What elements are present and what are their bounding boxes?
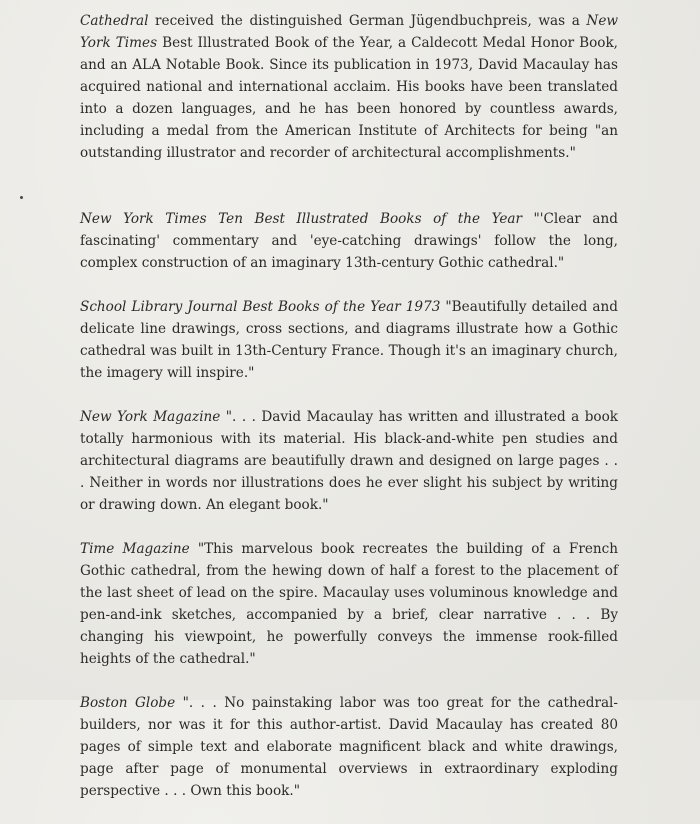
review-quote: "Beautifully detailed and delicate line drawings, cross sections, and diagrams illustrate how a Gothic cathedral was built in 13th-Century France. Though it's an imaginary church, the imagery will inspire." bbox=[80, 299, 618, 381]
intro-text-2: Best Illustrated Book of the Year, a Caldecott Medal Honor Book, and an ALA Notable Book. Since its publication in 1973, David Macaulay has acquired national and international acclaim. His books have been translated into a dozen languages, and he has been honored by countless awards, including a medal from the American Institute of Architects for being "an outstanding illustrator and recorder of architectural accomplishments." bbox=[80, 35, 619, 161]
review-paragraph bbox=[80, 538, 618, 670]
review-source: New York Magazine bbox=[80, 409, 221, 425]
review-source: Time Magazine bbox=[80, 541, 190, 557]
review-source: Boston Globe bbox=[80, 695, 176, 711]
review-paragraph bbox=[80, 692, 618, 802]
review-source: New York Times Ten Best Illustrated Books of the Year bbox=[80, 211, 523, 227]
intro-text-1: received the distinguished German Jügendbuchpreis, was a bbox=[148, 13, 587, 29]
intro-paragraph bbox=[80, 10, 618, 164]
review-quote: "'Clear and fascinating' commentary and 'eye-catching drawings' follow the long, complex construction of an imaginary 13th-century Gothic cathedral." bbox=[80, 211, 618, 271]
review-paragraph bbox=[80, 208, 618, 274]
review-paragraph bbox=[80, 296, 618, 384]
review-quote: "This marvelous book recreates the building of a French Gothic cathedral, from the hewing down of half a forest to the placement of the last sheet of lead on the spire. Macaulay uses voluminous knowledge and pen-and-ink sketches, accompanied by a brief, clear narrative . . . By changing his viewpoint, he powerfully conveys the immense rook-filled heights of the cathedral." bbox=[80, 541, 619, 667]
nyt-title: New York Times bbox=[80, 13, 618, 51]
review-quote: ". . . David Macaulay has written and illustrated a book totally harmonious with its material. His black-and-white pen studies and architectural diagrams are beautifully drawn and designed on large pages . . . Neither in words nor illustrations does he ever slight his subject by writing or drawing down. An elegant book." bbox=[80, 409, 618, 513]
page-speck bbox=[20, 196, 23, 199]
review-source: School Library Journal Best Books of the Year 1973 bbox=[80, 299, 441, 315]
back-cover-text bbox=[80, 10, 618, 824]
book-title: Cathedral bbox=[80, 13, 149, 29]
review-quote: ". . . No painstaking labor was too great for the cathedral-builders, nor was it for this author-artist. David Macaulay has created 80 pages of simple text and elaborate magnificent black and white drawings, page after page of monumental overviews in extraordinary exploding perspective . . . Own this book." bbox=[80, 695, 618, 799]
review-paragraph bbox=[80, 406, 618, 516]
